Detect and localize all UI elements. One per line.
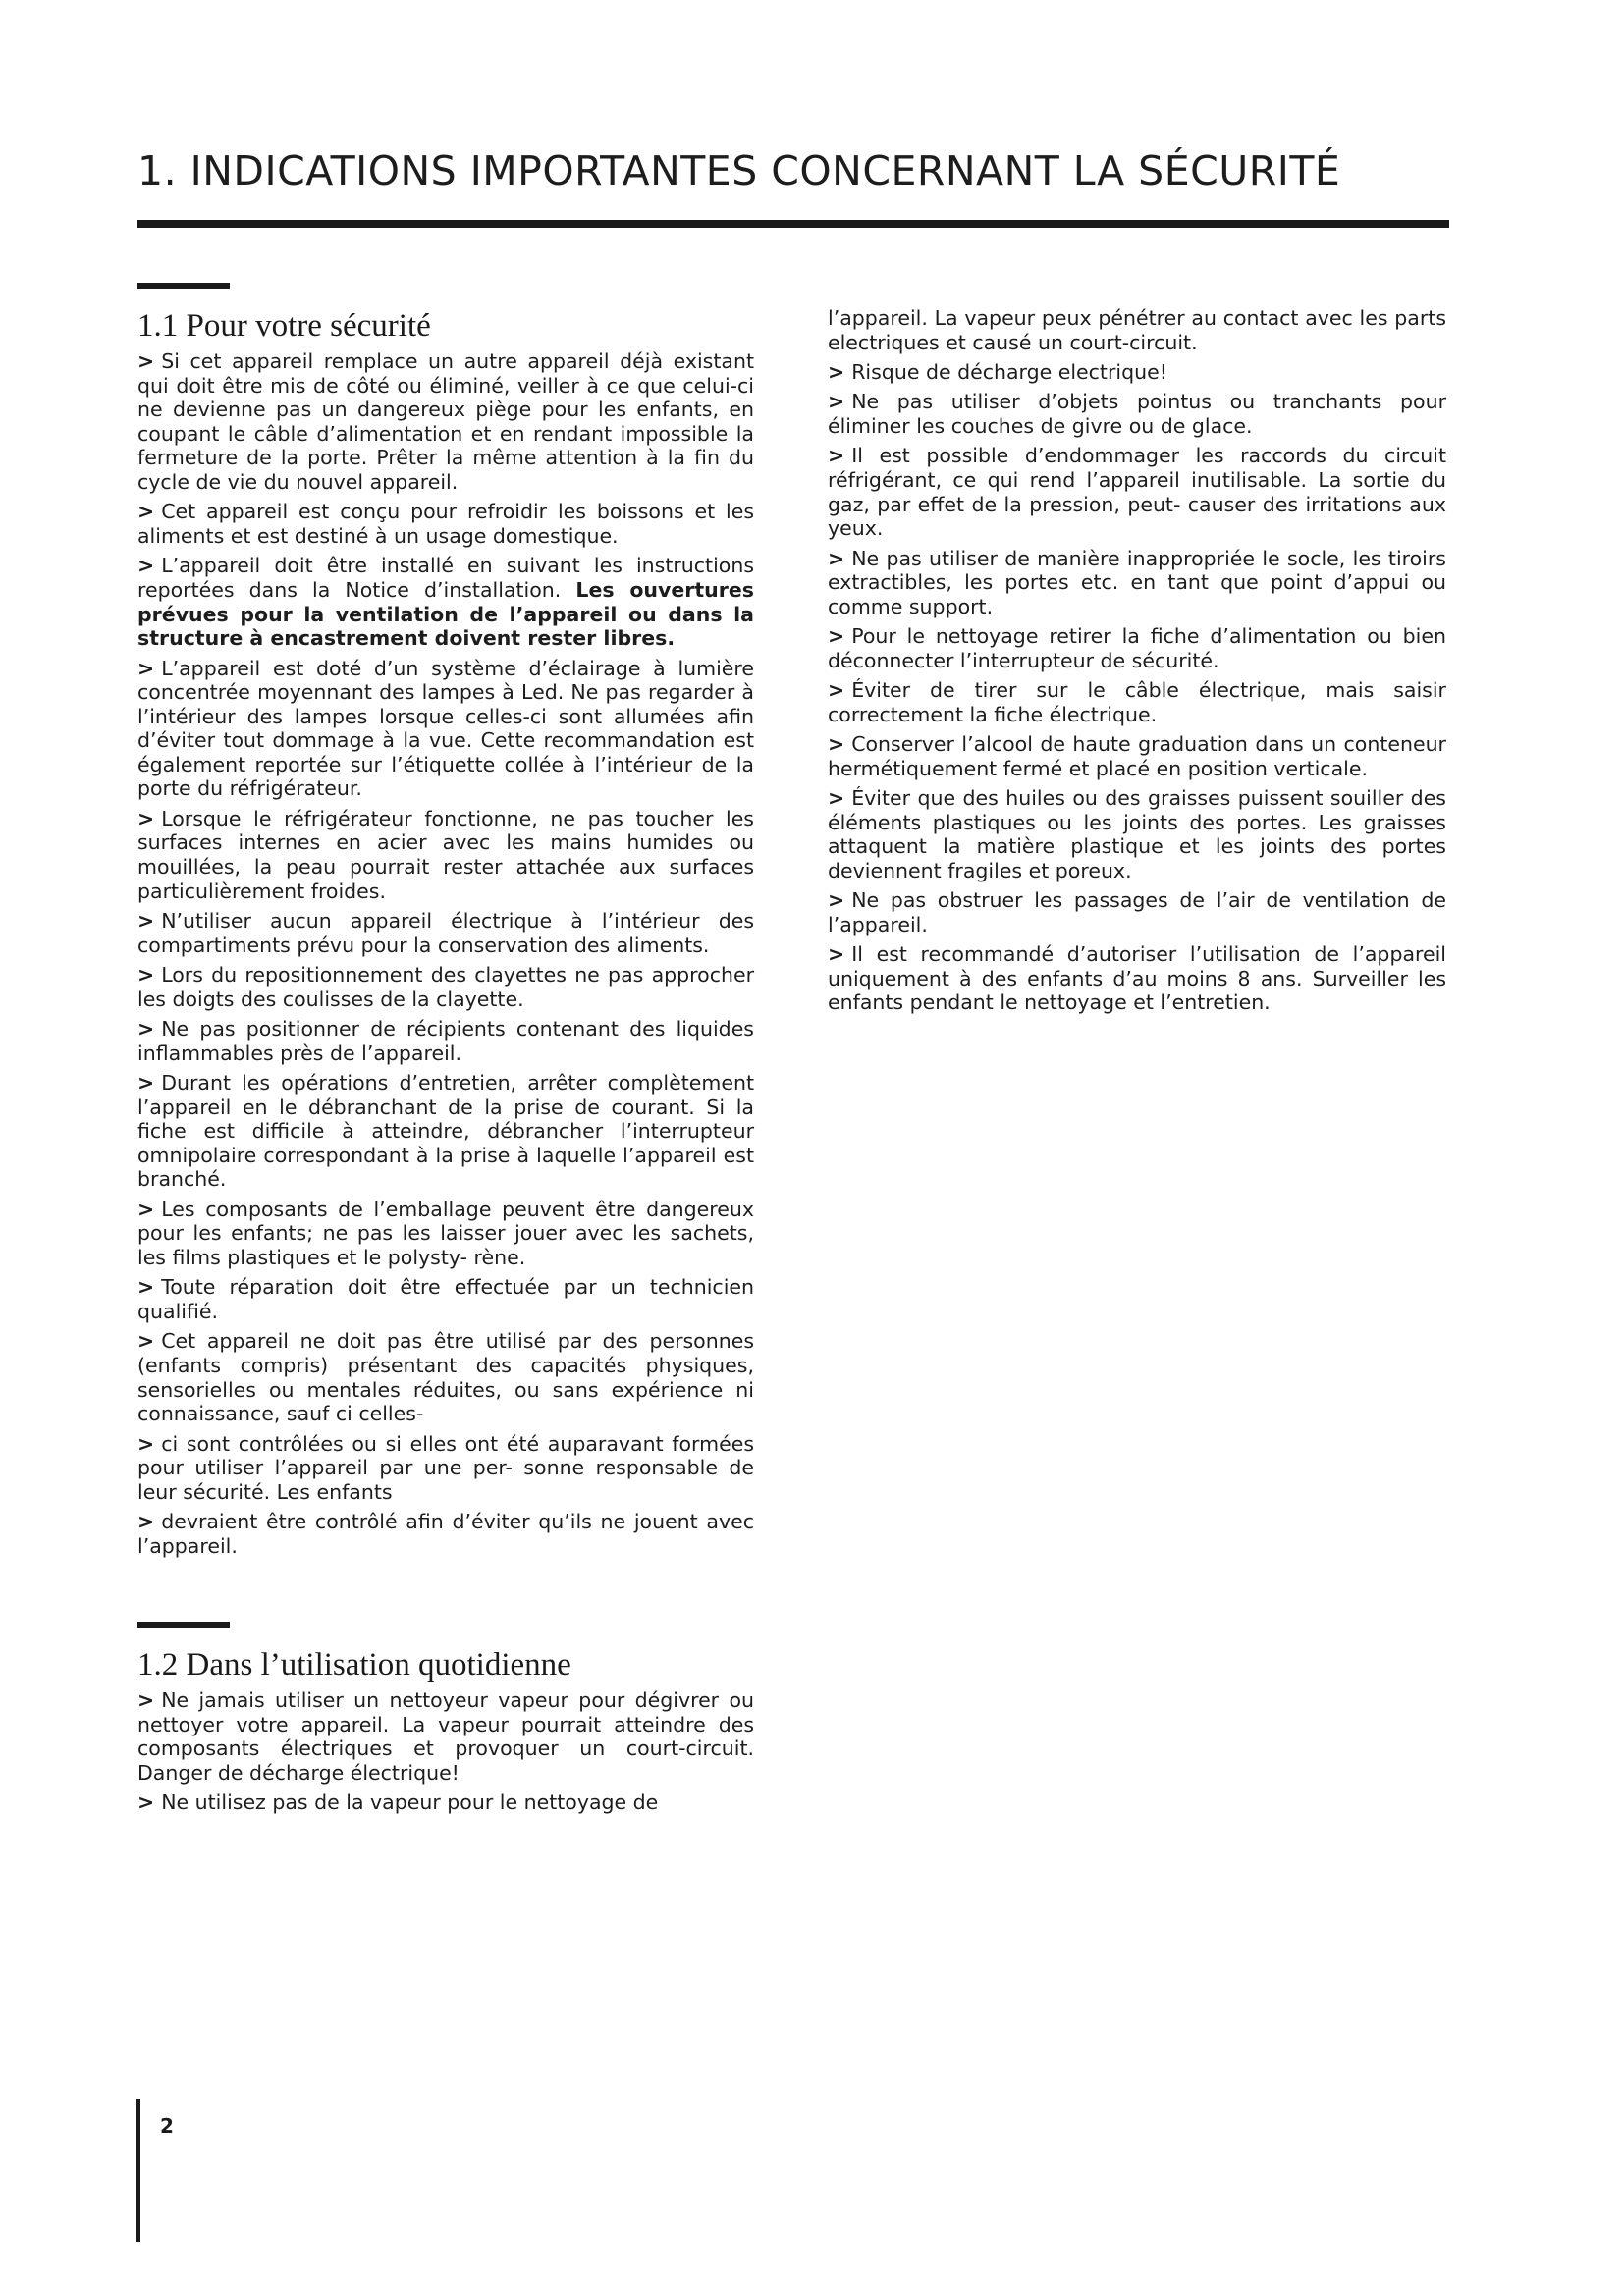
- bullet-marker: >: [137, 554, 155, 578]
- bullet-marker: >: [137, 1197, 155, 1221]
- bullet-marker: >: [828, 786, 845, 811]
- safety-paragraph: [137, 1275, 754, 1323]
- safety-paragraph: [137, 909, 754, 957]
- paragraph-text: Ne pas utiliser d’objets pointus ou tranchants pour éliminer les couches de givre ou de glace.: [828, 390, 1446, 438]
- paragraph-text: Lorsque le réfrigérateur fonctionne, ne pas toucher les surfaces internes en acier avec les mains humides ou mouillées, la peau pourrait rester attachée aux surfaces particulièrement froides.: [137, 806, 754, 903]
- paragraph-text: Cet appareil est conçu pour refroidir les boissons et les aliments et est destiné à un usage domestique.: [137, 500, 754, 548]
- paragraph-text: Il est possible d’endommager les raccords du circuit réfrigérant, ce qui rend l’appareil inutilisable. La sortie du gaz, par effet de la pression, peut- causer des irritations aux yeux.: [828, 444, 1446, 541]
- paragraph-text: Ne jamais utiliser un nettoyeur vapeur pour dégivrer ou nettoyer votre appareil. La vapeur pourrait atteindre des composants électriques et provoquer un court-circuit. Danger de décharge électrique!: [137, 1688, 754, 1786]
- safety-paragraph: [137, 1510, 754, 1558]
- bullet-marker: >: [828, 942, 845, 967]
- paragraph-text: Ne pas utiliser de manière inappropriée le socle, les tiroirs extractibles, les portes etc. en tant que point d’appui ou comme support.: [828, 546, 1446, 618]
- section-heading: 1.1 Pour votre sécurité: [137, 308, 431, 344]
- section-1-2: [137, 1622, 754, 1815]
- right-column: [828, 306, 1446, 1021]
- bullet-marker: >: [828, 546, 845, 570]
- safety-paragraph: [137, 657, 754, 802]
- paragraph-text: Éviter que des huiles ou des graisses puissent souiller des éléments plastiques ou les joints des portes. Les graisses attaquent la matière plastique et les joints des portes deviennent fragiles et poreux.: [828, 786, 1446, 882]
- paragraph-text: Durant les opérations d’entretien, arrêter complètement l’appareil en le débranchant de la prise de courant. Si la fiche est difficile à atteindre, débrancher l’interrupteur omnipolaire correspondant à la prise à laquelle l’appareil est branché.: [137, 1071, 754, 1192]
- bullet-marker: >: [828, 732, 845, 757]
- paragraph-text: Les composants de l’emballage peuvent être dangereux pour les enfants; ne pas les laisser jouer avec les sachets, les films plastiques et le polysty- rène.: [137, 1197, 754, 1269]
- section-heading: 1.2 Dans l’utilisation quotidienne: [137, 1647, 571, 1683]
- daily-use-paragraph: [828, 360, 1446, 385]
- bullet-marker: >: [137, 1329, 155, 1354]
- bullet-marker: >: [828, 678, 845, 703]
- paragraph-text: Ne pas obstruer les passages de l’air de ventilation de l’appareil.: [828, 888, 1446, 936]
- safety-paragraph: [137, 1017, 754, 1065]
- paragraph-text: Conserver l’alcool de haute graduation dans un conteneur hermétiquement fermé et placé en position verticale.: [828, 732, 1446, 780]
- bullet-marker: >: [137, 1790, 155, 1815]
- left-column: [137, 283, 754, 1821]
- safety-paragraph: [137, 1432, 754, 1505]
- safety-paragraph: [137, 963, 754, 1011]
- daily-use-paragraph: [828, 306, 1446, 354]
- bullet-marker: >: [137, 806, 155, 830]
- paragraph-text: ci sont contrôlées ou si elles ont été auparavant formées pour utiliser l’appareil par une per- sonne responsable de leur sécurité. Les enfants: [137, 1431, 754, 1504]
- paragraph-text: l’appareil. La vapeur peux pénétrer au contact avec les parts electriques et causé un court-circuit.: [828, 306, 1446, 354]
- daily-use-paragraph: [137, 1790, 754, 1815]
- page-title: 1. INDICATIONS IMPORTANTES CONCERNANT LA SÉCURITÉ: [137, 147, 1341, 194]
- bullet-marker: >: [137, 349, 155, 373]
- daily-use-paragraph: [828, 678, 1446, 726]
- paragraph-text: Éviter de tirer sur le câble électrique, mais saisir correctement la fiche électrique.: [828, 678, 1446, 726]
- bullet-marker: >: [137, 1510, 155, 1534]
- bullet-marker: >: [828, 624, 845, 649]
- bullet-marker: >: [828, 444, 845, 468]
- daily-use-paragraph: [828, 624, 1446, 672]
- section-marker-bar: [137, 1622, 230, 1628]
- page-number: 2: [160, 2114, 174, 2138]
- bullet-marker: >: [137, 1071, 155, 1095]
- paragraph-text: L’appareil doit être installé en suivant les instructions reportées dans la Notice d’installation.: [137, 554, 754, 602]
- bullet-marker: >: [137, 500, 155, 524]
- bullet-marker: >: [137, 656, 155, 680]
- safety-paragraph: [137, 349, 754, 495]
- paragraph-text: Cet appareil ne doit pas être utilisé par des personnes (enfants compris) présentant des capacités physiques, sensorielles ou mentales réduites, ou sans expérience ni connaissance, sauf ci celles-: [137, 1329, 754, 1426]
- daily-use-paragraph: [828, 444, 1446, 540]
- ventilation-warning: Les ouvertures prévues pour la ventilation de l’appareil ou dans la structure à encastrement doivent rester libres.: [137, 577, 754, 651]
- daily-use-paragraph: [137, 1688, 754, 1785]
- safety-paragraph: [137, 1329, 754, 1425]
- paragraph-text: Pour le nettoyage retirer la fiche d’alimentation ou bien déconnecter l’interrupteur de sécurité.: [828, 624, 1446, 672]
- paragraph-text: devraient être contrôlé afin d’éviter qu’ils ne jouent avec l’appareil.: [137, 1510, 754, 1558]
- safety-paragraph: [137, 554, 754, 650]
- paragraph-text: Ne utilisez pas de la vapeur pour le nettoyage de: [161, 1790, 659, 1815]
- paragraph-text: Toute réparation doit être effectuée par un technicien qualifié.: [137, 1275, 754, 1323]
- safety-paragraph: [137, 1071, 754, 1192]
- daily-use-paragraph: [828, 732, 1446, 780]
- daily-use-paragraph: [828, 786, 1446, 882]
- safety-paragraph: [137, 807, 754, 903]
- daily-use-paragraph: [828, 888, 1446, 936]
- bullet-marker: >: [137, 1275, 155, 1300]
- daily-use-paragraph: [828, 547, 1446, 619]
- title-rule: [137, 220, 1449, 228]
- bullet-marker: >: [137, 1017, 155, 1041]
- paragraph-text: Il est recommandé d’autoriser l’utilisation de l’appareil uniquement à des enfants d’au moins 8 ans. Surveiller les enfants pendant le nettoyage et l’entretien.: [828, 942, 1446, 1015]
- paragraph-text: L’appareil est doté d’un système d’éclairage à lumière concentrée moyennant des lampes à Led. Ne pas regarder à l’intérieur des lampes lorsque celles-ci sont allumées afin d’éviter tout dommage à la vue. Cette recommandation est également reportée sur l’étiquette collée à l’intérieur de la porte du réfrigérateur.: [137, 656, 754, 801]
- paragraph-text: N’utiliser aucun appareil électrique à l’intérieur des compartiments prévu pour la conservation des aliments.: [137, 909, 754, 957]
- page-number-bar: [136, 2099, 140, 2242]
- bullet-marker: >: [137, 1431, 155, 1456]
- section-marker-bar: [137, 283, 230, 289]
- daily-use-paragraph: [828, 390, 1446, 438]
- paragraph-text: Lors du repositionnement des clayettes ne pas approcher les doigts des coulisses de la clayette.: [137, 963, 754, 1011]
- bullet-marker: >: [137, 1688, 155, 1713]
- safety-paragraph: [137, 1198, 754, 1270]
- bullet-marker: >: [137, 963, 155, 988]
- paragraph-text: Ne pas positionner de récipients contenant des liquides inflammables près de l’appareil.: [137, 1017, 754, 1065]
- safety-paragraph: [137, 500, 754, 548]
- bullet-marker: >: [828, 390, 845, 414]
- paragraph-text: Risque de décharge electrique!: [851, 359, 1167, 384]
- bullet-marker: >: [137, 909, 155, 934]
- paragraph-text: Si cet appareil remplace un autre appareil déjà existant qui doit être mis de côté ou éliminé, veiller à ce que celui-ci ne devienne pas un dangereux piège pour les enfants, en coupant le câble d’alimentation et en rendant impossible la fermeture de la porte. Prêter la même attention à la fin du cycle de vie du nouvel appareil.: [137, 349, 754, 494]
- daily-use-paragraph: [828, 942, 1446, 1015]
- bullet-marker: >: [828, 888, 845, 913]
- section-1-1: [137, 283, 754, 1558]
- bullet-marker: >: [828, 359, 845, 384]
